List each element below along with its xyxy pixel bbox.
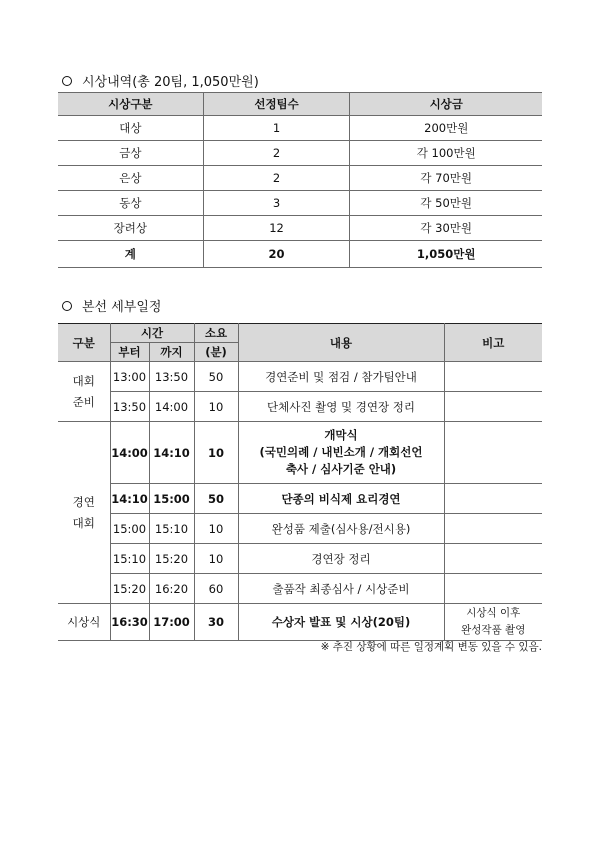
award-type: 대상 [58,116,203,141]
duration: 30 [194,604,238,641]
content: 단체사진 촬영 및 경연장 정리 [238,392,444,422]
table-row [58,514,542,544]
end-time: 15:10 [149,514,194,544]
awards-header-row [58,93,542,116]
remarks [444,514,542,544]
duration: 10 [194,514,238,544]
total-prize: 1,050만원 [350,241,542,268]
team-count: 1 [203,116,350,141]
start-time: 13:00 [110,362,149,392]
table-row [58,574,542,604]
schedule-table [58,323,542,641]
table-row [58,362,542,392]
team-count: 2 [203,141,350,166]
end-time: 15:20 [149,544,194,574]
content-detail: 축사 / 심사기준 안내) [285,462,397,476]
schedule-note: ※ 추진 상황에 따른 일정계획 변동 있을 수 있음. [320,641,542,653]
category-label: 대회 [72,373,95,388]
content: 단종의 비식제 요리경연 [238,484,444,514]
category-label: 대회 [72,515,95,530]
duration: 10 [194,392,238,422]
award-type: 장려상 [58,216,203,241]
content-detail: (국민의례 / 내빈소개 / 개회선언 [259,445,423,459]
table-row [58,484,542,514]
prize-amount: 각 70만원 [350,166,542,191]
end-time: 14:00 [149,392,194,422]
circle-bullet-icon [62,76,72,86]
category-label: 준비 [72,394,95,409]
header-award-type: 시상구분 [58,93,203,116]
remarks [444,422,542,484]
start-time: 16:30 [110,604,149,641]
end-time: 13:50 [149,362,194,392]
prize-amount: 각 30만원 [350,216,542,241]
category-label: 경연 [72,494,95,509]
content: 수상자 발표 및 시상(20팀) [238,604,444,641]
schedule-section-title [62,296,161,315]
start-time: 15:20 [110,574,149,604]
remarks-award [444,604,542,641]
duration: 10 [194,544,238,574]
duration: 50 [194,362,238,392]
table-row [58,544,542,574]
start-time: 13:50 [110,392,149,422]
prize-amount: 200만원 [350,116,542,141]
table-row [58,392,542,422]
remarks [444,574,542,604]
duration: 60 [194,574,238,604]
header-duration: 소요 [194,324,238,343]
table-row [58,216,542,241]
schedule-header-row [58,324,542,343]
team-count: 3 [203,191,350,216]
header-to: 까지 [149,343,194,362]
awards-section-title [62,71,259,90]
award-type: 금상 [58,141,203,166]
content: 완성품 제출(심사용/전시용) [238,514,444,544]
end-time: 16:20 [149,574,194,604]
prize-amount: 각 100만원 [350,141,542,166]
team-count: 12 [203,216,350,241]
total-label: 계 [58,241,203,268]
start-time: 15:00 [110,514,149,544]
table-row [58,604,542,641]
content: 경연장 정리 [238,544,444,574]
remarks-line: 완성작품 촬영 [461,624,526,636]
schedule-title: 본선 세부일정 [82,300,162,315]
header-category: 구분 [58,324,110,362]
start-time: 14:10 [110,484,149,514]
content: 경연준비 및 점검 / 참가팀안내 [238,362,444,392]
table-row [58,141,542,166]
remarks [444,484,542,514]
header-content: 내용 [238,324,444,362]
remarks [444,544,542,574]
header-team-count: 선정팀수 [203,93,350,116]
start-time: 15:10 [110,544,149,574]
duration: 10 [194,422,238,484]
award-type: 은상 [58,166,203,191]
category-contest [58,422,110,604]
prize-amount: 각 50만원 [350,191,542,216]
remarks-line: 시상식 이후 [466,607,521,619]
total-team-count: 20 [203,241,350,268]
table-row [58,191,542,216]
start-time: 14:00 [110,422,149,484]
content-opening [238,422,444,484]
remarks [444,362,542,392]
table-row [58,166,542,191]
end-time: 15:00 [149,484,194,514]
end-time: 17:00 [149,604,194,641]
circle-bullet-icon [62,301,72,311]
header-prize: 시상금 [350,93,542,116]
table-row [58,116,542,141]
category-prep [58,362,110,422]
award-type: 동상 [58,191,203,216]
header-remarks: 비고 [444,324,542,362]
duration: 50 [194,484,238,514]
awards-title: 시상내역(총 20팀, 1,050만원) [82,75,259,90]
content: 개막식 [324,428,358,442]
end-time: 14:10 [149,422,194,484]
remarks [444,392,542,422]
awards-table [58,92,542,268]
header-from: 부터 [110,343,149,362]
total-row [58,241,542,268]
table-row [58,422,542,484]
team-count: 2 [203,166,350,191]
content: 출품작 최종심사 / 시상준비 [238,574,444,604]
header-duration-unit: (분) [194,343,238,362]
header-time: 시간 [110,324,194,343]
category-award: 시상식 [58,604,110,641]
